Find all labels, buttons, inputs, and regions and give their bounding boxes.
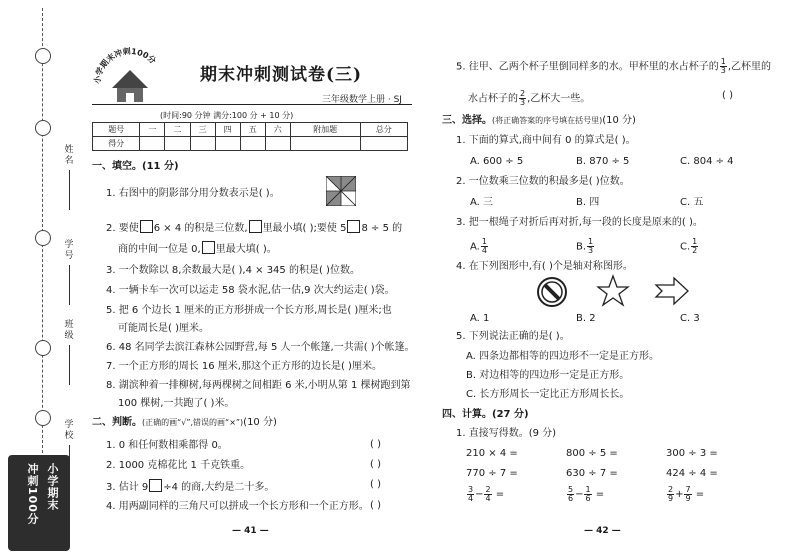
- calc-item[interactable]: 770 ÷ 7 =: [466, 468, 518, 479]
- score-cell[interactable]: [360, 137, 407, 151]
- choice-option[interactable]: [680, 238, 699, 255]
- denominator: 6: [585, 493, 591, 503]
- text-span: ,乙杯大一些。: [527, 93, 591, 105]
- calc-item[interactable]: $\frac{3}{4}$ − $\frac{2}{4}$ =: [468, 484, 505, 503]
- student-id-field[interactable]: [62, 240, 76, 305]
- class-field[interactable]: [62, 320, 76, 385]
- answer-paren[interactable]: ( ): [370, 439, 381, 450]
- score-cell[interactable]: [240, 137, 265, 151]
- binding-margin: [0, 0, 82, 560]
- binding-hole: [35, 120, 51, 136]
- choice-option[interactable]: C. 3: [680, 313, 700, 324]
- name-field[interactable]: [62, 145, 76, 210]
- denominator: 4: [481, 246, 487, 255]
- choice-option[interactable]: B. 四: [576, 197, 600, 208]
- page-title: 期末冲刺测试卷(三): [200, 65, 363, 85]
- question-text: [118, 241, 277, 256]
- calc-item[interactable]: $\frac{2}{9}$ + $\frac{7}{9}$ =: [668, 484, 705, 503]
- field-label: 班级: [64, 320, 74, 341]
- option-letter: A.: [470, 241, 480, 253]
- logo-text: 小学期末冲刺100分: [92, 46, 158, 85]
- text-span: 商的中间一位是 0,: [118, 244, 201, 255]
- choice-option[interactable]: B. 870 ÷ 5: [576, 156, 630, 167]
- fraction: [684, 486, 691, 503]
- table-header-cell: 题号: [93, 123, 140, 137]
- blank-box[interactable]: [249, 220, 262, 233]
- field-label: 学校: [64, 420, 74, 441]
- text-span: (10 分): [243, 417, 277, 428]
- numerator: 3: [468, 484, 474, 494]
- text-span: 8 ÷ 5 的: [361, 223, 403, 234]
- text-span: ,乙杯里的: [727, 61, 772, 73]
- table-header-cell: 五: [240, 123, 265, 137]
- table-header-cell: 六: [265, 123, 290, 137]
- numerator: 1: [720, 57, 726, 66]
- numerator: 1: [692, 237, 698, 246]
- brand-badge: [8, 455, 70, 551]
- text-span: 二、判断。: [92, 417, 142, 428]
- numerator: 7: [685, 484, 691, 494]
- table-header-cell: 总分: [360, 123, 407, 137]
- text-span: 2. 要使: [106, 223, 139, 234]
- table-header-cell: 四: [215, 123, 240, 137]
- grade-label: 三年级数学上册 · SJ: [322, 95, 402, 105]
- fraction: [720, 58, 727, 75]
- numerator: 2: [668, 484, 674, 494]
- answer-paren[interactable]: ( ): [370, 479, 381, 490]
- fraction: [691, 238, 698, 255]
- denominator: 9: [668, 493, 674, 503]
- blank-box[interactable]: [347, 220, 360, 233]
- star-figure: [596, 274, 630, 308]
- choice-question: 1. 下面的算式,商中间有 0 的算式是( )。: [456, 135, 636, 146]
- text-span: (10 分): [602, 115, 636, 126]
- question-text: [106, 220, 402, 235]
- judge-item: 2. 1000 克棉花比 1 千克铁重。: [106, 460, 251, 471]
- time-info: (时间:90 分钟 满分:100 分 + 10 分): [160, 111, 294, 120]
- brand-text: 冲刺100分: [26, 463, 39, 525]
- question-text: 8. 湖滨种着一排柳树,每两棵树之间相距 6 米,小明从第 1 棵树跑到第: [106, 380, 411, 391]
- answer-paren[interactable]: ( ): [722, 90, 733, 101]
- question-text: 1. 右图中的阴影部分用分数表示是( )。: [106, 188, 280, 199]
- table-header-cell: 二: [165, 123, 190, 137]
- question-text: 4. 一辆卡车一次可以运走 58 袋水泥,估一估,9 次大约运走( )袋。: [106, 285, 395, 296]
- numerator: 1: [588, 237, 594, 246]
- score-cell[interactable]: [290, 137, 360, 151]
- field-label: 姓名: [64, 145, 74, 166]
- text-span: 里最大填( )。: [215, 244, 277, 255]
- table-header-cell: 一: [140, 123, 165, 137]
- binding-hole: [35, 340, 51, 356]
- judge-item: 4. 用两副同样的三角尺可以拼成一个长方形和一个正方形。: [106, 501, 369, 512]
- score-row-label: 得分: [93, 137, 140, 151]
- operator: +: [675, 489, 684, 500]
- judge-item: [468, 90, 590, 107]
- choice-question: 2. 一位数乘三位数的积最多是( )位数。: [456, 176, 630, 187]
- calc-item[interactable]: 424 ÷ 4 =: [666, 468, 718, 479]
- denominator: 3: [520, 98, 526, 107]
- score-cell[interactable]: [215, 137, 240, 151]
- question-text: 7. 一个正方形的周长 16 厘米,那这个正方形的边长是( )厘米。: [106, 361, 382, 372]
- score-cell[interactable]: [265, 137, 290, 151]
- score-table: [92, 122, 408, 151]
- binding-hole: [35, 410, 51, 426]
- fraction: [519, 90, 526, 107]
- question-text: 可能周长是( )厘米。: [118, 323, 209, 334]
- header-divider: [92, 104, 412, 105]
- score-cell[interactable]: [165, 137, 190, 151]
- option-letter: C.: [680, 241, 691, 253]
- option-letter: B.: [576, 241, 587, 253]
- operator: −: [475, 489, 484, 500]
- text-span: 里最小填( );要使 5: [262, 223, 347, 234]
- shaded-square-figure: [326, 176, 356, 206]
- fraction: [481, 238, 488, 255]
- fraction: [584, 486, 591, 503]
- choice-option[interactable]: A. 600 ÷ 5: [470, 156, 524, 167]
- blank-box[interactable]: [149, 479, 162, 492]
- no-entry-circle-figure: [536, 276, 568, 308]
- score-cell[interactable]: [140, 137, 165, 151]
- text-span: 水占杯子的: [468, 93, 518, 105]
- text-span: (将正确答案的序号填在括号里): [492, 116, 603, 125]
- operator: −: [575, 489, 584, 500]
- denominator: 6: [568, 493, 574, 503]
- choice-option[interactable]: A. 四条边都相等的四边形不一定是正方形。: [466, 351, 660, 362]
- text-span: 5. 往甲、乙两个杯子里倒同样多的水。甲杯里的水占杯子的: [456, 61, 719, 73]
- calc-item[interactable]: 800 ÷ 5 =: [566, 448, 618, 459]
- calc-item[interactable]: 210 × 4 =: [466, 448, 518, 459]
- numerator: 2: [485, 484, 491, 494]
- table-row: [93, 123, 408, 137]
- page-number: — 42 —: [584, 526, 621, 536]
- choice-question: 4. 在下列图形中,有( )个是轴对称图形。: [456, 261, 633, 272]
- field-label: 学号: [64, 240, 74, 261]
- choice-option[interactable]: B. 对边相等的四边形一定是正方形。: [466, 370, 630, 381]
- choice-option[interactable]: C. 804 ÷ 4: [680, 156, 734, 167]
- fraction: [467, 486, 474, 503]
- binding-hole: [35, 48, 51, 64]
- fraction: [567, 486, 574, 503]
- choice-option[interactable]: [470, 238, 489, 255]
- text-span: 三、选择。: [442, 115, 492, 126]
- denominator: 4: [485, 493, 491, 503]
- calc-item[interactable]: 300 ÷ 3 =: [666, 448, 718, 459]
- text-span: 6 × 4 的积是三位数,: [153, 223, 248, 234]
- denominator: 4: [468, 493, 474, 503]
- text-span: ÷4 的商,大约是二十多。: [163, 482, 275, 493]
- fraction: [587, 238, 594, 255]
- blank-box[interactable]: [140, 220, 153, 233]
- blank-box[interactable]: [202, 241, 215, 254]
- calc-item[interactable]: 630 ÷ 7 =: [566, 468, 618, 479]
- brand-text: 小学期末: [46, 463, 59, 511]
- fraction: [484, 486, 491, 503]
- answer-paren[interactable]: ( ): [370, 500, 381, 511]
- judge-item: [106, 479, 274, 494]
- logo-house-icon: [92, 44, 168, 106]
- question-text: 3. 一个数除以 8,余数最大是( ),4 × 345 的积是( )位数。: [106, 265, 360, 276]
- section-heading: [92, 416, 277, 429]
- choice-option[interactable]: C. 五: [680, 197, 704, 208]
- arrow-figure: [654, 276, 690, 306]
- question-text: 6. 48 名同学去滨江森林公园野营,每 5 人一个帐篷,一共需( )个帐篷。: [106, 342, 415, 353]
- numerator: 1: [481, 237, 487, 246]
- text-span: (正确的画“√”,错误的画“×”): [142, 418, 244, 427]
- choice-question: 3. 把一根绳子对折后再对折,每一段的长度是原来的( )。: [456, 217, 703, 228]
- table-header-cell: 附加题: [290, 123, 360, 137]
- judge-item: [456, 58, 771, 75]
- denominator: 3: [720, 66, 726, 75]
- section-heading: 一、填空。(11 分): [92, 161, 179, 172]
- section-heading: 四、计算。(27 分): [442, 409, 529, 420]
- answer-paren[interactable]: ( ): [370, 459, 381, 470]
- choice-option[interactable]: A. 1: [470, 313, 490, 324]
- score-cell[interactable]: [190, 137, 215, 151]
- section-heading: [442, 114, 636, 127]
- judge-item: 1. 0 和任何数相乘都得 0。: [106, 440, 228, 451]
- calc-title: 1. 直接写得数。(9 分): [456, 428, 557, 439]
- choice-option[interactable]: [576, 238, 595, 255]
- choice-option[interactable]: B. 2: [576, 313, 596, 324]
- choice-question: 5. 下列说法正确的是( )。: [456, 331, 570, 342]
- choice-option[interactable]: C. 长方形周长一定比正方形周长长。: [466, 389, 630, 400]
- calc-item[interactable]: $\frac{5}{6}$ − $\frac{1}{6}$ =: [568, 484, 605, 503]
- table-header-cell: 三: [190, 123, 215, 137]
- question-text: 5. 把 6 个边长 1 厘米的正方形拼成一个长方形,周长是( )厘米;也: [106, 305, 392, 316]
- denominator: 2: [692, 246, 698, 255]
- table-row: [93, 137, 408, 151]
- numerator: 5: [568, 484, 574, 494]
- numerator: 1: [585, 484, 591, 494]
- binding-hole: [35, 230, 51, 246]
- question-text: 100 棵树,一共跑了( )米。: [118, 398, 235, 409]
- fraction: [667, 486, 674, 503]
- page-number: — 41 —: [232, 526, 269, 536]
- choice-option[interactable]: A. 三: [470, 197, 494, 208]
- numerator: 2: [520, 89, 526, 98]
- text-span: 3. 估计 9: [106, 482, 149, 493]
- denominator: 3: [588, 246, 594, 255]
- denominator: 9: [685, 493, 691, 503]
